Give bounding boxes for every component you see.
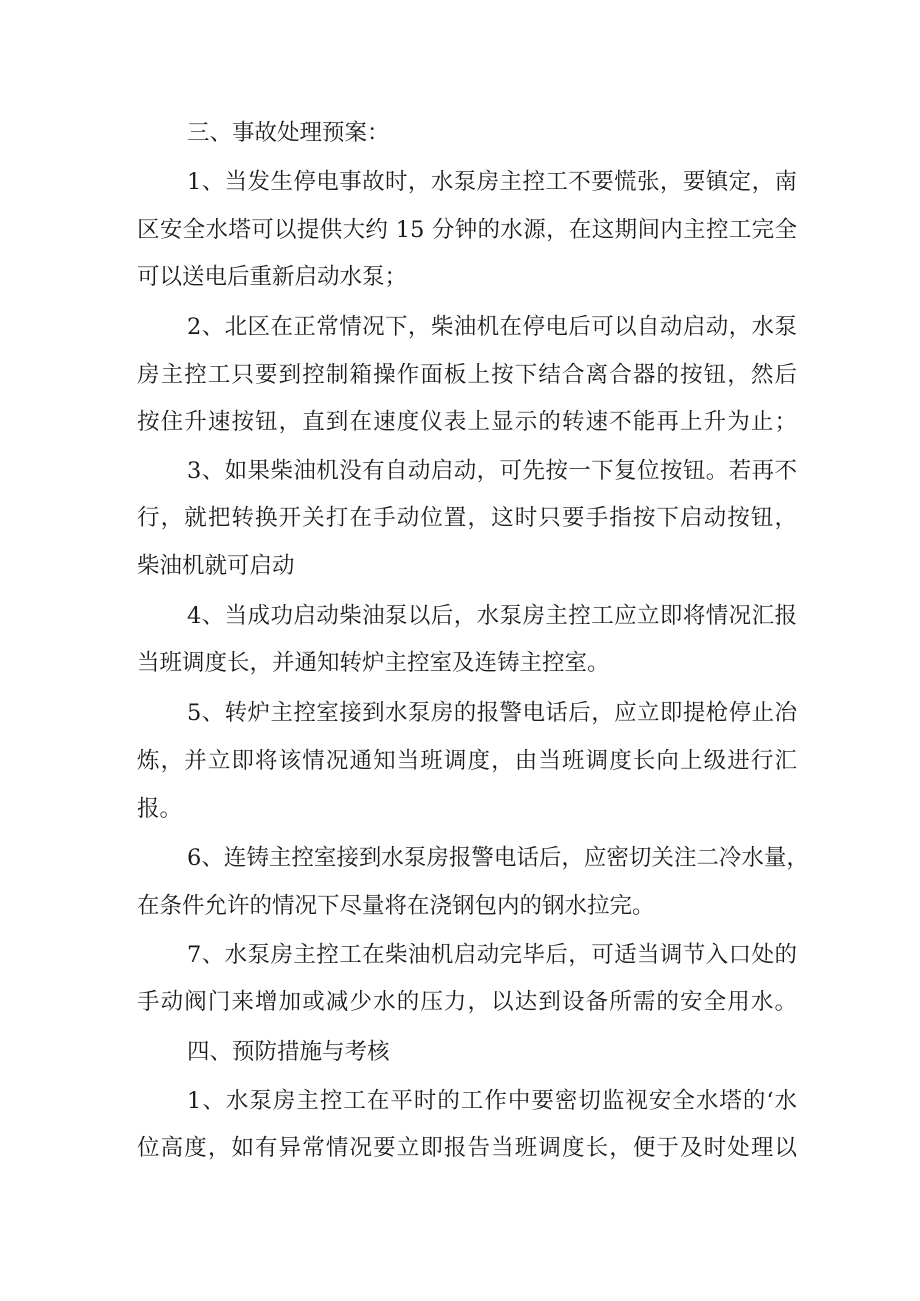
paragraph-line: 当班调度长，并通知转炉主控室及连铸主控室。 bbox=[137, 650, 610, 676]
paragraph-line: 1、水泵房主控工在平时的工作中要密切监视安全水塔的‘水 bbox=[187, 1088, 797, 1114]
paragraph-line: 3、如果柴油机没有自动启动，可先按一下复位按钮。若再不 bbox=[187, 458, 797, 484]
paragraph-line: 1、当发生停电事故时，水泵房主控工不要慌张，要镇定，南 bbox=[187, 169, 797, 195]
paragraph-line: 在条件允许的情况下尽量将在浇钢包内的钢水拉完。 bbox=[137, 893, 655, 919]
paragraph-line: 柴油机就可启动 bbox=[137, 553, 295, 579]
paragraph-line: 可以送电后重新启动水泵； bbox=[137, 264, 408, 290]
paragraph-line: 手动阀门来增加或减少水的压力，以达到设备所需的安全用水。 bbox=[137, 989, 797, 1015]
paragraph-line: 报。 bbox=[137, 796, 183, 822]
paragraph-line: 4、当成功启动柴油泵以后，水泵房主控工应立即将情况汇报 bbox=[187, 603, 797, 629]
paragraph-line: 区安全水塔可以提供大约 15 分钟的水源，在这期间内主控工完全 bbox=[137, 217, 797, 243]
paragraph-line: 7、水泵房主控工在柴油机启动完毕后，可适当调节入口处的 bbox=[187, 942, 797, 968]
section-heading: 三、事故处理预案： bbox=[187, 120, 390, 146]
paragraph-line: 位高度，如有异常情况要立即报告当班调度长，便于及时处理以 bbox=[137, 1135, 797, 1161]
paragraph-line: 按住升速按钮，直到在速度仪表上显示的转速不能再上升为止； bbox=[137, 409, 797, 435]
paragraph-line: 2、北区在正常情况下，柴油机在停电后可以自动启动，水泵 bbox=[187, 314, 797, 340]
paragraph-line: 房主控工只要到控制箱操作面板上按下结合离合器的按钮，然后 bbox=[137, 362, 797, 388]
paragraph-line: 5、转炉主控室接到水泵房的报警电话后，应立即提枪停止冶 bbox=[187, 700, 797, 726]
paragraph-line: 行，就把转换开关打在手动位置，这时只要手指按下启动按钮， bbox=[137, 505, 797, 531]
section-heading: 四、预防措施与考核 bbox=[187, 1039, 390, 1065]
paragraph-line: 6、连铸主控室接到水泵房报警电话后，应密切关注二冷水量， bbox=[187, 845, 809, 871]
paragraph-line: 炼，并立即将该情况通知当班调度，由当班调度长向上级进行汇 bbox=[137, 748, 797, 774]
